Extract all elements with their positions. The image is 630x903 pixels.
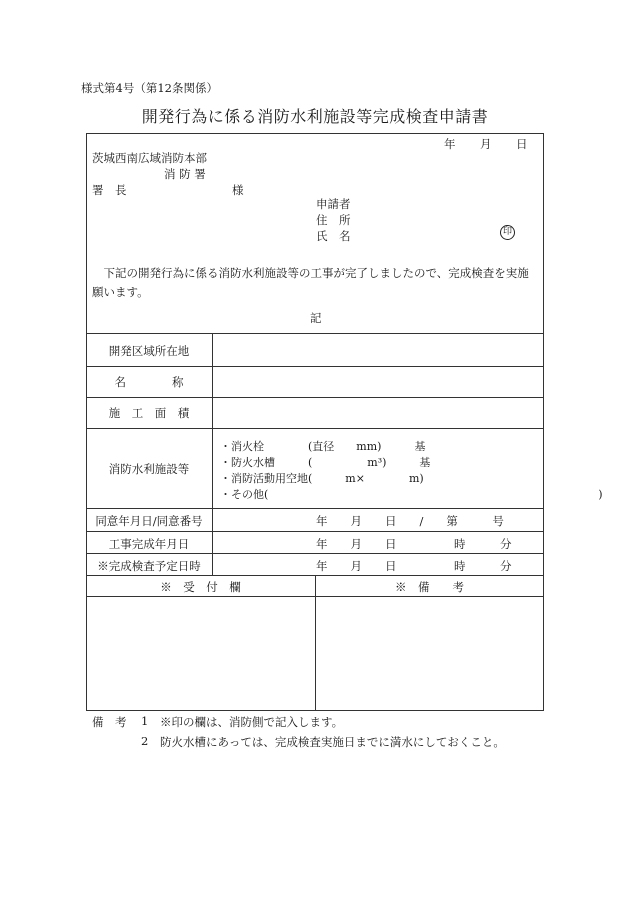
row-divider (86, 531, 544, 532)
row-divider (86, 428, 544, 429)
notes-label: 備 考 (92, 715, 127, 729)
reception-header: ※ 受 付 欄 (160, 580, 241, 594)
inspection-label: ※完成検査予定日時 (97, 559, 201, 573)
date-day: 日 (516, 137, 528, 151)
note-number: 2 (141, 734, 149, 748)
reception-box[interactable] (87, 597, 315, 710)
form-number: 様式第4号（第12条関係） (81, 81, 218, 95)
page-title: 開発行為に係る消防水利施設等完成検査申請書 (141, 107, 489, 126)
name-field[interactable] (212, 367, 544, 397)
request-text: 下記の開発行為に係る消防水利施設等の工事が完了しましたので、完成検査を実施願います。 (92, 266, 529, 299)
facility-hydrant[interactable]: ・消火栓 (直径 mm) 基 (220, 440, 426, 453)
note-text: 防火水槽にあっては、完成検査実施日までに満水にしておくこと。 (160, 735, 505, 749)
area-label: 施 工 面 積 (108, 406, 190, 420)
remarks-header: ※ 備 考 (395, 580, 464, 594)
applicant-label: 申請者 (316, 197, 351, 211)
facility-other[interactable]: ・その他( ) (220, 488, 603, 501)
location-label: 開発区域所在地 (108, 344, 190, 358)
note-text: ※印の欄は、消防側で記入します。 (160, 715, 344, 729)
row-divider (86, 508, 544, 509)
area-field[interactable] (212, 398, 544, 428)
consent-label: 同意年月日/同意番号 (95, 514, 203, 528)
addressee-chief: 署 長 (92, 183, 127, 197)
addressee-station: 消 防 署 (164, 167, 206, 181)
completion-field[interactable]: 年 月 日 時 分 (316, 537, 512, 551)
ki-mark: 記 (310, 311, 322, 325)
completion-label: 工事完成年月日 (108, 537, 190, 551)
consent-field[interactable]: 年 月 日 / 第 号 (316, 514, 504, 528)
seal-icon: 印 (500, 225, 515, 240)
facility-open-space[interactable]: ・消防活動用空地( m× m) (220, 472, 424, 485)
remarks-box[interactable] (316, 597, 543, 710)
inspection-field[interactable]: 年 月 日 時 分 (316, 559, 512, 573)
name-label: 名 称 (114, 375, 184, 389)
addressee-hq: 茨城西南広域消防本部 (92, 151, 207, 165)
date-month: 月 (480, 137, 492, 151)
addressee-honorific: 様 (232, 183, 244, 197)
row-divider (86, 553, 544, 554)
note-number: 1 (141, 714, 149, 728)
facilities-label: 消防水利施設等 (108, 462, 190, 476)
facility-water-tank[interactable]: ・防火水槽 ( m³) 基 (220, 456, 431, 469)
date-year: 年 (444, 137, 456, 151)
applicant-name-label[interactable]: 氏 名 (316, 229, 351, 243)
location-field[interactable] (212, 334, 544, 366)
applicant-address-label[interactable]: 住 所 (316, 213, 351, 227)
